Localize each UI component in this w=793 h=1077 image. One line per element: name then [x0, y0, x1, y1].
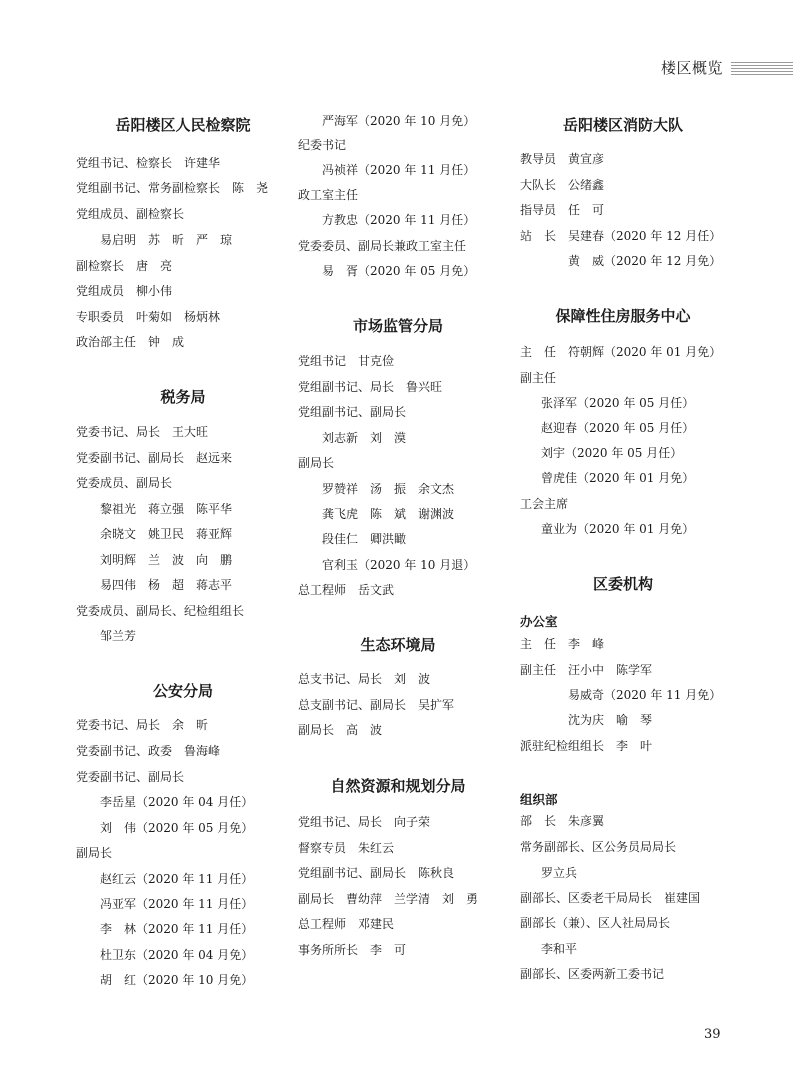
section-heading: 税务局 [160, 388, 206, 406]
entry-line: 李和平 [541, 942, 578, 956]
section-heading: 自然资源和规划分局 [330, 777, 466, 795]
entry-line: 工会主席 [520, 497, 569, 511]
entry-line: 总工程师 岳文武 [298, 583, 395, 597]
entry-line: 李 林（2020 年 11 月任） [100, 922, 254, 936]
entry-line: 党委书记、局长 余 昕 [76, 718, 209, 732]
entry-line: 刘宇（2020 年 05 月任） [541, 446, 683, 460]
entry-line: 党委成员、副局长 [76, 476, 173, 490]
entry-line: 党委副书记、副局长 [76, 770, 185, 784]
entry-line: 党组副书记、局长 鲁兴旺 [298, 380, 443, 394]
entry-line: 事务所所长 李 可 [298, 943, 407, 957]
entry-line: 张泽军（2020 年 05 月任） [541, 396, 695, 410]
section-heading: 岳阳楼区人民检察院 [115, 116, 251, 134]
entry-line: 党组书记、检察长 许建华 [76, 156, 221, 170]
entry-line: 副局长 曹幼萍 兰学清 刘 勇 [298, 892, 479, 906]
entry-line: 易四伟 杨 超 蒋志平 [100, 578, 233, 592]
entry-line: 党组副书记、副局长 [298, 405, 407, 419]
entry-line: 党委委员、副局长兼政工室主任 [298, 239, 467, 253]
entry-line: 站 长 吴建春（2020 年 12 月任） [520, 229, 722, 243]
entry-line: 邹兰芳 [100, 629, 137, 643]
entry-line: 政治部主任 钟 成 [76, 335, 185, 349]
entry-line: 黄 威（2020 年 12 月免） [568, 254, 722, 268]
entry-line: 罗立兵 [541, 866, 578, 880]
entry-line: 副检察长 唐 亮 [76, 259, 173, 273]
running-header-title: 楼区概览 [660, 59, 723, 77]
entry-line: 易 胥（2020 年 05 月免） [322, 264, 476, 278]
entry-line: 易启明 苏 昕 严 琼 [100, 233, 233, 247]
entry-line: 党组成员 柳小伟 [76, 284, 173, 298]
entry-line: 专职委员 叶菊如 杨炳林 [76, 310, 221, 324]
entry-line: 易威奇（2020 年 11 月免） [568, 688, 722, 702]
entry-line: 副局长 高 波 [298, 723, 383, 737]
entry-line: 冯亚军（2020 年 11 月任） [100, 897, 254, 911]
section-heading: 生态环境局 [360, 636, 436, 654]
entry-line: 总支副书记、副局长 吴扩军 [298, 698, 455, 712]
entry-line: 纪委书记 [298, 138, 347, 152]
entry-line: 胡 红（2020 年 10 月免） [100, 973, 254, 987]
section-heading: 公安分局 [152, 682, 214, 700]
entry-line: 龚飞虎 陈 斌 谢渊波 [322, 507, 455, 521]
entry-line: 党组书记 甘克俭 [298, 354, 395, 368]
entry-line: 教导员 黄宣彦 [520, 152, 605, 166]
entry-line: 党组副书记、副局长 陈秋良 [298, 866, 455, 880]
section-heading: 岳阳楼区消防大队 [562, 116, 684, 134]
entry-line: 段佳仁 卿洪瞰 [322, 532, 407, 546]
entry-line: 大队长 公绪鑫 [520, 178, 605, 192]
entry-line: 官利玉（2020 年 10 月退） [322, 558, 476, 572]
entry-line: 童业为（2020 年 01 月免） [541, 522, 695, 536]
section-heading: 保障性住房服务中心 [555, 307, 691, 325]
section-heading: 市场监管分局 [352, 317, 444, 335]
entry-line: 总工程师 邓建民 [298, 917, 395, 931]
entry-line: 党组成员、副检察长 [76, 207, 185, 221]
entry-line: 党组副书记、常务副检察长 陈 尧 [76, 181, 269, 195]
entry-line: 杜卫东（2020 年 04 月免） [100, 948, 254, 962]
entry-line: 冯祯祥（2020 年 11 月任） [322, 163, 476, 177]
entry-line: 副部长、区委老干局局长 崔建国 [520, 891, 701, 905]
page-number: 39 [704, 1027, 721, 1042]
entry-line: 刘志新 刘 漠 [322, 431, 407, 445]
entry-line: 副部长（兼）、区人社局局长 [520, 916, 671, 930]
entry-line: 赵迎春（2020 年 05 月任） [541, 421, 695, 435]
entry-line: 曾虎佳（2020 年 01 月免） [541, 471, 695, 485]
entry-line: 主 任 符朝辉（2020 年 01 月免） [520, 345, 722, 359]
entry-line: 总支书记、局长 刘 波 [298, 672, 431, 686]
entry-line: 主 任 李 峰 [520, 637, 605, 651]
entry-line: 部 长 朱彦翼 [520, 814, 605, 828]
entry-line: 常务副部长、区公务员局局长 [520, 840, 677, 854]
entry-line: 刘 伟（2020 年 05 月免） [100, 821, 254, 835]
entry-line: 方教忠（2020 年 11 月任） [322, 213, 476, 227]
entry-line: 罗赞祥 汤 振 余文杰 [322, 482, 455, 496]
entry-line: 李岳星（2020 年 04 月任） [100, 795, 254, 809]
entry-line: 党委副书记、副局长 赵远来 [76, 451, 233, 465]
entry-line: 党委书记、局长 王大旺 [76, 425, 209, 439]
entry-line: 派驻纪检组组长 李 叶 [520, 739, 653, 753]
entry-line: 余晓文 姚卫民 蒋亚辉 [100, 527, 233, 541]
section-heading: 区委机构 [592, 575, 654, 593]
subsection-heading: 组织部 [520, 792, 558, 807]
entry-line: 党委成员、副局长、纪检组组长 [76, 604, 245, 618]
entry-line: 副局长 [298, 456, 335, 470]
entry-line: 沈为庆 喻 琴 [568, 713, 653, 727]
entry-line: 严海军（2020 年 10 月免） [322, 114, 476, 128]
entry-line: 赵红云（2020 年 11 月任） [100, 872, 254, 886]
entry-line: 副主任 [520, 371, 557, 385]
entry-line: 黎祖光 蒋立强 陈平华 [100, 502, 233, 516]
entry-line: 党组书记、局长 向子荣 [298, 815, 431, 829]
entry-line: 政工室主任 [298, 188, 359, 202]
entry-line: 副部长、区委两新工委书记 [520, 967, 665, 981]
subsection-heading: 办公室 [520, 614, 558, 629]
entry-line: 副局长 [76, 846, 113, 860]
entry-line: 刘明辉 兰 波 向 鹏 [100, 553, 233, 567]
entry-line: 副主任 汪小中 陈学军 [520, 663, 653, 677]
entry-line: 指导员 任 可 [520, 203, 605, 217]
entry-line: 督察专员 朱红云 [298, 841, 395, 855]
header-decoration-lines [731, 62, 793, 76]
entry-line: 党委副书记、政委 鲁海峰 [76, 744, 221, 758]
